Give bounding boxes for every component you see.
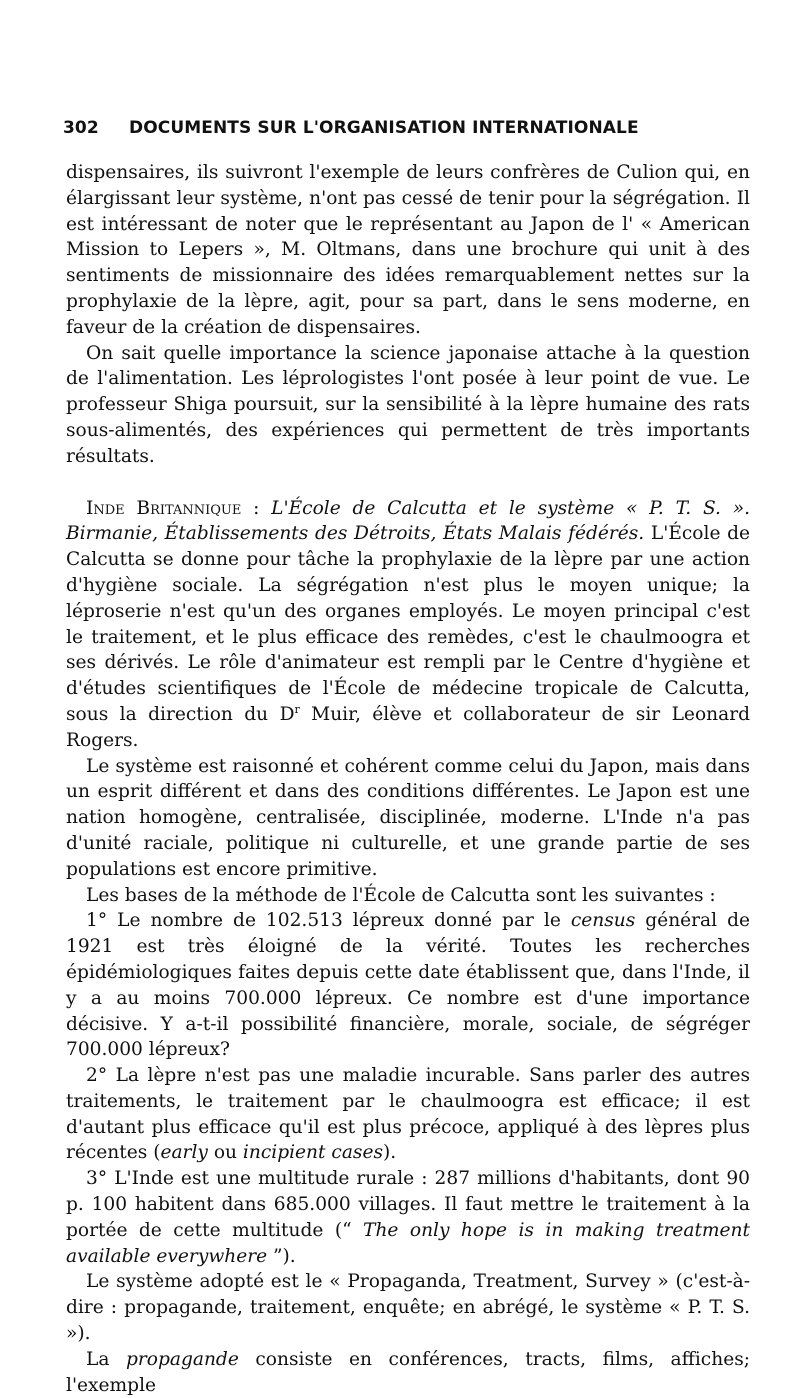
- body-text: [66, 160, 750, 1398]
- page-number: 302: [63, 118, 99, 138]
- paragraph-5: Les bases de la méthode de l'École de Calcutta sont les suivantes :: [86, 884, 716, 906]
- section-heading: Inde Britannique: [86, 497, 242, 519]
- running-header: [63, 118, 763, 138]
- paragraph-1: dispensaires, ils suivront l'exemple de leurs confrères de Culion qui, en élargissant leur système, n'ont pas cessé de tenir pour la ségrégation. Il est intéressant de noter que le représentant au Japon de l' « American Mission to Lepers », M. Oltmans, dans une brochure qui unit à des sentiments de missionnaire des idées remarquablement nettes sur la prophylaxie de la lèpre, agit, pour sa part, dans le sens moderne, en faveur de la création de dispensaires.: [66, 162, 750, 338]
- running-title: DOCUMENTS SUR L'ORGANISATION INTERNATIONALE: [129, 118, 639, 138]
- list-item-2: 2° La lèpre n'est pas une maladie incurable. Sans parler des autres traitements, le traitement par le chaulmoogra est efficace; il est d'autant plus efficace qu'il est plus précoce, appliqué à des lèpres plus récentes (early ou incipient cases).: [66, 1065, 750, 1164]
- paragraph-3: Inde Britannique : L'École de Calcutta et le système « P. T. S. ». Birmanie, Établissements des Détroits, États Malais fédérés. L'École de Calcutta se donne pour tâche la prophylaxie de la lèpre par une action d'hygiène sociale. La ségrégation n'est plus le moyen unique; la léproserie n'est qu'un des organes employés. Le moyen principal c'est le traitement, et le plus efficace des remèdes, c'est le chaulmoogra et ses dérivés. Le rôle d'animateur est rempli par le Centre d'hygiène et d'études scientifiques de l'École de médecine tropicale de Calcutta, sous la direction du $D^r$ Muir, élève et collaborateur de sir Leonard Rogers.: [66, 497, 750, 751]
- section-gap: [66, 470, 750, 496]
- list-item-3: 3° L'Inde est une multitude rurale : 287 millions d'habitants, dont 90 p. 100 habitent dans 685.000 villages. Il faut mettre le traitement à la portée de cette multitude (“ The only hope is in making treatment available everywhere ”).: [66, 1168, 751, 1267]
- paragraph-4: Le système est raisonné et cohérent comme celui du Japon, mais dans un esprit différent et dans des conditions différentes. Le Japon est une nation homogène, centralisée, disciplinée, moderne. L'Inde n'a pas d'unité raciale, politique ni culturelle, et une grande partie de ses populations est encore primitive.: [66, 755, 750, 880]
- paragraph-2: On sait quelle importance la science japonaise attache à la question de l'alimentation. Les léprologistes l'ont posée à leur point de vue. Le professeur Shiga poursuit, sur la sensibilité à la lèpre humaine des rats sous-alimentés, des expériences qui permettent de très importants résultats.: [66, 342, 750, 467]
- list-item-1: 1° Le nombre de 102.513 lépreux donné par le census général de 1921 est très éloigné de la vérité. Toutes les recherches épidémiologiques faites depuis cette date établissent que, dans l'Inde, il y a au moins 700.000 lépreux. Ce nombre est d'une importance décisive. Y a-t-il possibilité financière, morale, sociale, de ségréger 700.000 lépreux?: [66, 910, 750, 1061]
- section-subheading: L'École de Calcutta et le système « P. T. S. ». Birmanie, Établissements des Détroits, États Malais fédérés.: [66, 497, 750, 545]
- paragraph-9: Le système adopté est le « Propaganda, Treatment, Survey » (c'est-à-dire : propagande, traitement, enquête; en abrégé, le système « P. T. S. »).: [66, 1271, 750, 1345]
- paragraph-10: La propagande consiste en conférences, tracts, films, affiches; l'exemple: [66, 1348, 750, 1396]
